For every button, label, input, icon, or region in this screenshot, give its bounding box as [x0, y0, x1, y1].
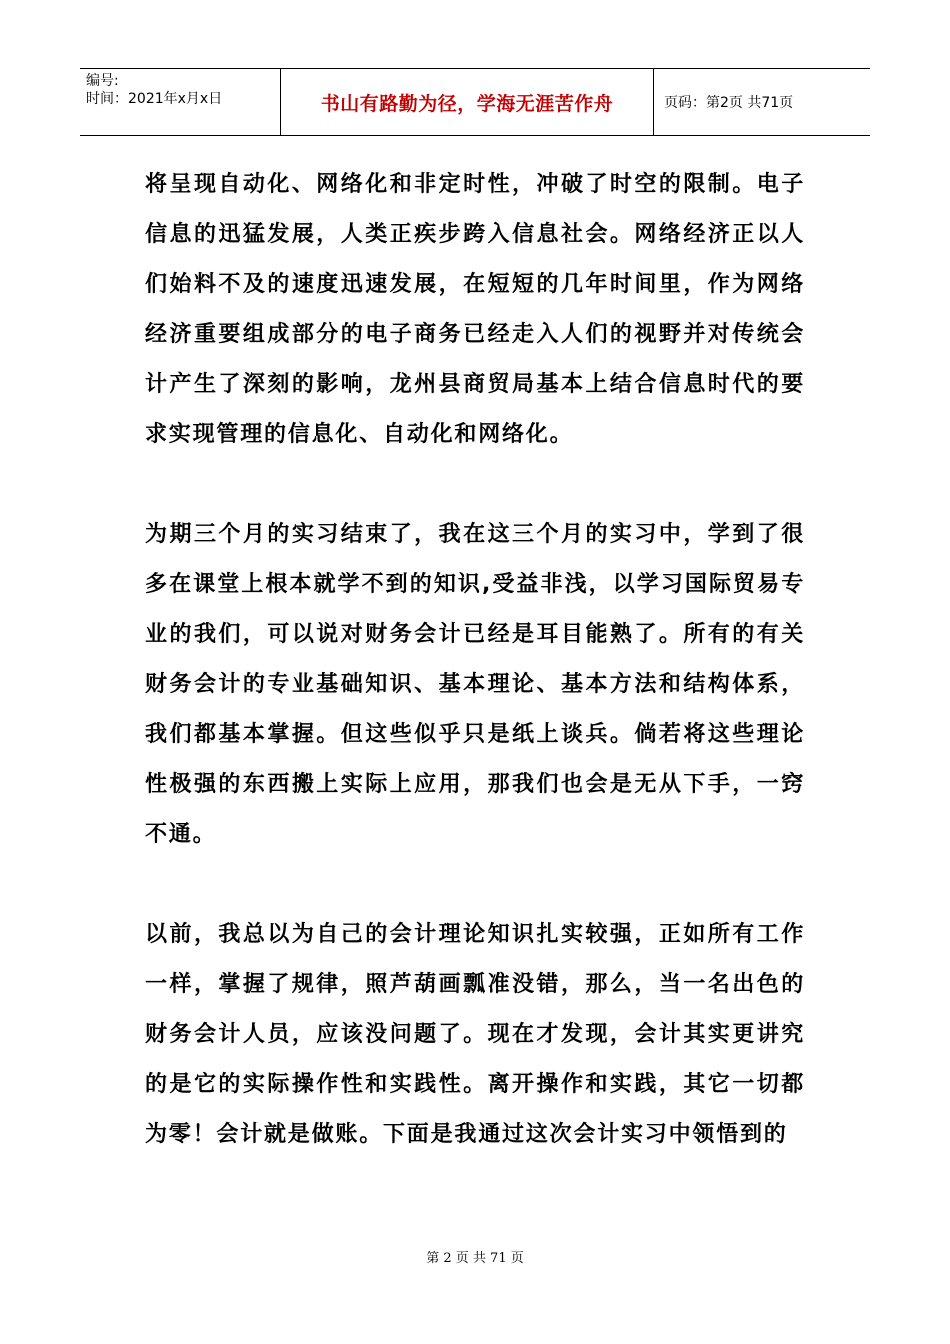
body-paragraph: 以前，我总以为自己的会计理论知识扎实较强，正如所有工作一样，掌握了规律，照芦葫画瓢准没错，那么，当一名出色的财务会计人员，应该没问题了。现在才发现，会计其实更讲究的是它的实际操作性和实践性。离开操作和实践，其它一切都为零！会计就是做账。下面是我通过这次会计实习中领悟到的 [145, 922, 805, 1147]
document-body [145, 160, 805, 1210]
page-header [80, 68, 870, 136]
body-paragraph: 将呈现自动化、网络化和非定时性，冲破了时空的限制。电子信息的迅猛发展，人类正疾步跨入信息社会。网络经济正以人们始料不及的速度迅速发展，在短短的几年时间里，作为网络经济重要组成部分的电子商务已经走入人们的视野并对传统会计产生了深刻的影响，龙州县商贸局基本上结合信息时代的要求实现管理的信息化、自动化和网络化。 [145, 172, 805, 447]
header-page-info: 页码：第2页 共71页 [664, 95, 794, 111]
document-number-label: 编号: [86, 73, 119, 89]
body-paragraph: 为期三个月的实习结束了，我在这三个月的实习中，学到了很多在课堂上根本就学不到的知识,受益非浅，以学习国际贸易专业的我们，可以说对财务会计已经是耳目能熟了。所有的有关财务会计的专业基础知识、基本理论、基本方法和结构体系，我们都基本掌握。但这些似乎只是纸上谈兵。倘若将这些理论性极强的东西搬上实际上应用，那我们也会是无从下手，一窍不通。 [145, 522, 805, 847]
header-meta [80, 69, 281, 135]
document-time-label: 时间：2021年x月x日 [86, 91, 223, 107]
header-motto: 书山有路勤为径，学海无涯苦作舟 [281, 69, 654, 135]
page-footer: 第 2 页 共 71 页 [426, 1251, 524, 1266]
